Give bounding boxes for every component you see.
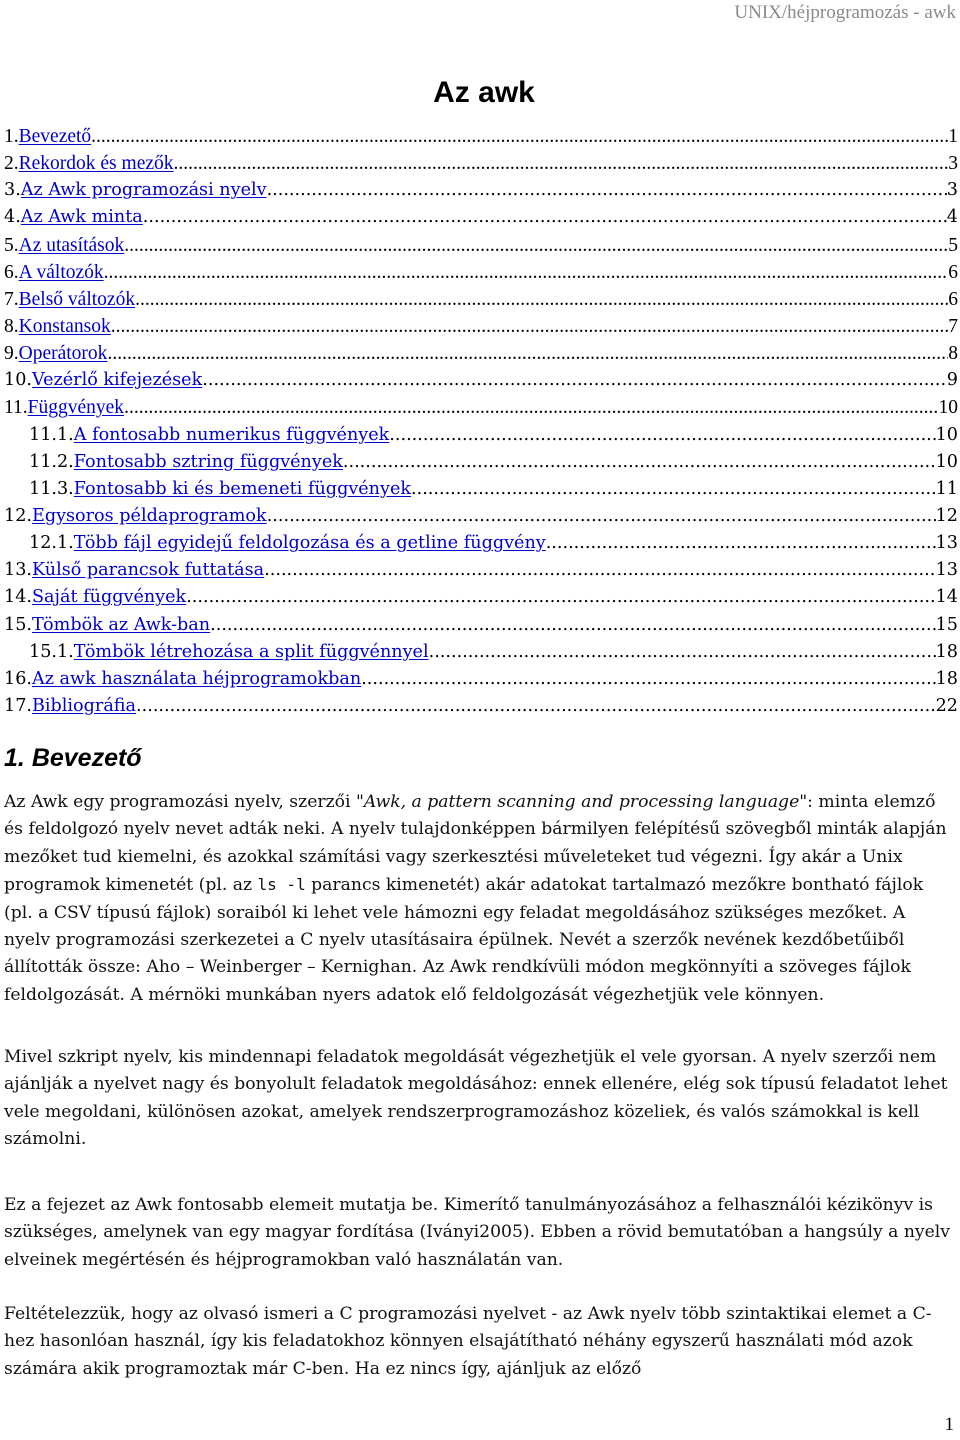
paragraph-text: Az Awk egy programozási nyelv, szerzői " (4, 792, 364, 812)
toc-leader (267, 503, 936, 530)
toc-page-number: 11 (935, 478, 958, 499)
toc-entry[interactable] (4, 340, 958, 367)
toc-entry[interactable] (4, 286, 958, 313)
toc-number: 9. (4, 343, 19, 365)
toc-leader (389, 422, 935, 449)
toc-entry[interactable] (4, 367, 958, 394)
toc-number: 3. (4, 180, 21, 201)
toc-number: 11.1. (29, 424, 74, 445)
toc-page-number: 18 (935, 668, 958, 689)
toc-link[interactable]: Több fájl egyidejű feldolgozása és a getline függvény (73, 533, 546, 554)
toc-link[interactable]: Bibliográfia (31, 695, 137, 716)
toc-link[interactable]: Az utasítások (18, 234, 125, 256)
toc-number: 13. (4, 560, 32, 581)
toc-link[interactable]: Az awk használata héjprogramokban (31, 668, 362, 689)
toc-page-number: 3 (948, 153, 958, 175)
toc-page-number: 5 (948, 234, 958, 256)
toc-leader (361, 666, 935, 693)
toc-leader (136, 693, 936, 720)
document-title: Az awk (433, 76, 535, 109)
toc-page-number: 10 (935, 451, 958, 472)
toc-number: 8. (4, 315, 19, 337)
toc-number: 11. (4, 397, 28, 419)
toc-link[interactable]: A fontosabb numerikus függvények (73, 424, 390, 445)
toc-leader (143, 204, 947, 231)
paragraph-text: parancs kimenetét) akár adatokat tartalmazó mezőkre bontható fájlok (pl. a CSV típusú fájlok) soraiból ki lehet vele hámozni egy feladat megoldásához szükséges mezőket. A nyelv programozási szerkezetei a C nyelv utasításaira épülnek. Nevét a szerzők nevének kezdőbetűiből állították össze: Aho – Weinberger – Kernighan. Az Awk rendkívüli módon megkönnyíti a szöveges fájlok feldolgozását. A mérnöki munkában nyers adatok elő feldolgozását végezhetjük vele könnyen. (4, 875, 924, 1005)
toc-subentry[interactable] (4, 476, 958, 503)
toc-number: 7. (4, 288, 19, 310)
toc-page-number: 10 (938, 397, 958, 419)
toc-link[interactable]: Vezérlő kifejezések (31, 370, 203, 391)
toc-leader (107, 340, 948, 367)
toc-subentry[interactable] (4, 530, 958, 557)
toc-link[interactable]: Függvények (27, 397, 125, 419)
toc-entry[interactable] (4, 584, 958, 611)
toc-number: 15. (4, 614, 32, 635)
toc-number: 1. (4, 126, 19, 147)
toc-link[interactable]: Operátorok (18, 343, 108, 365)
toc-page-number: 8 (948, 343, 958, 365)
toc-leader (343, 449, 936, 476)
section-number: 1. (4, 744, 25, 772)
toc-leader (429, 639, 936, 666)
toc-link[interactable]: Saját függvények (31, 587, 187, 608)
toc-link[interactable]: Konstansok (18, 315, 111, 337)
toc-link[interactable]: Rekordok és mezők (18, 153, 174, 175)
paragraph: Feltételezzük, hogy az olvasó ismeri a C programozási nyelvet - az Awk nyelv több szintaktikai elemet a C-hez hasonlóan használ, így kis feladatokhoz könnyen elsajátítható néhány egyszerű használati mód azok számára akik programoztak már C-ben. Ha ez nincs így, ajánljuk az előző (4, 1304, 932, 1379)
toc-page-number: 4 (946, 207, 958, 228)
toc-entry[interactable] (4, 204, 958, 231)
toc-page-number: 1 (948, 126, 958, 147)
toc-leader (104, 259, 949, 286)
toc-leader (264, 557, 935, 584)
paragraph-text: ": minta elemző és feldolgozó nyelv nevet adták neki. A nyelv tulajdonképpen bármilyen felépítésű szövegből minták alapján mezőket tud kiemelni, és azokkal számítási vagy szerkesztési műveleteket tud végezni. Így akár a Unix programok kimenetét (pl. az (4, 792, 947, 896)
toc-page-number: 13 (935, 560, 958, 581)
paragraph: Ez a fejezet az Awk fontosabb elemeit mutatja be. Kimerítő tanulmányozásához a felhasználói kézikönyv is szükséges, amelynek van egy magyar fordítása (Iványi2005). Ebben a rövid bemutatóban a hangsúly a nyelv elveinek megértésén és héjprogramokban való használatán van. (4, 1195, 951, 1270)
toc-leader (546, 530, 936, 557)
toc-leader (267, 177, 947, 204)
toc-entry[interactable] (4, 693, 958, 720)
toc-entry[interactable] (4, 177, 958, 204)
toc-leader (124, 232, 948, 259)
toc-leader (411, 476, 936, 503)
toc-link[interactable]: Egysoros példaprogramok (31, 505, 267, 526)
toc-page-number: 12 (935, 505, 958, 526)
toc-subentry[interactable] (4, 449, 958, 476)
toc-page-number: 22 (935, 695, 958, 716)
toc-link[interactable]: Fontosabb sztring függvények (73, 451, 343, 472)
toc-page-number: 13 (935, 533, 958, 554)
toc-leader (174, 150, 949, 177)
toc-number: 6. (4, 261, 19, 283)
page-number: 1 (944, 1414, 954, 1435)
intro-paragraph (4, 789, 956, 1009)
toc-number: 15.1. (29, 641, 74, 662)
toc-entry[interactable] (4, 123, 958, 150)
toc-link[interactable]: Fontosabb ki és bemeneti függvények (73, 478, 412, 499)
toc-entry[interactable] (4, 503, 958, 530)
toc-link[interactable]: Az Awk minta (20, 207, 143, 228)
toc-page-number: 15 (935, 614, 958, 635)
toc-link[interactable]: Tömbök létrehozása a split függvénnyel (73, 641, 429, 662)
toc-number: 11.3. (29, 478, 74, 499)
paragraph: Mivel szkript nyelv, kis mindennapi feladatok megoldását végezhetjük el vele gyorsan. A nyelv szerzői nem ajánlják a nyelvet nagy és bonyolult feladatok megoldásához: ennek ellenére, elég sok típusú feladatot lehet vele megoldani, különösen azokat, amelyek rendszerprogramozáshoz közeliek, és valós számokkal is kell számolni. (4, 1047, 948, 1150)
toc-entry[interactable] (4, 612, 958, 639)
toc-page-number: 14 (935, 587, 958, 608)
toc-number: 16. (4, 668, 32, 689)
toc-entry[interactable] (4, 150, 958, 177)
toc-leader (135, 286, 948, 313)
inline-code: ls -l (257, 875, 306, 895)
toc-link[interactable]: A változók (18, 261, 104, 283)
toc-entry[interactable] (4, 394, 958, 421)
toc-page-number: 6 (948, 288, 958, 310)
toc-leader (202, 367, 947, 394)
toc-leader (91, 123, 948, 150)
toc-link[interactable]: Bevezető (18, 126, 92, 147)
toc-number: 2. (4, 153, 19, 175)
toc-leader (111, 313, 949, 340)
toc-entry[interactable] (4, 259, 958, 286)
toc-number: 10. (4, 370, 32, 391)
toc-number: 12. (4, 505, 32, 526)
toc-page-number: 10 (935, 424, 958, 445)
table-of-contents (4, 123, 958, 720)
toc-page-number: 7 (948, 315, 958, 337)
section-title: Bevezető (31, 744, 142, 772)
toc-page-number: 18 (935, 641, 958, 662)
toc-number: 14. (4, 587, 32, 608)
toc-leader (210, 612, 935, 639)
toc-number: 4. (4, 207, 21, 228)
italic-quote: Awk, a pattern scanning and processing language (363, 792, 800, 812)
toc-entry[interactable] (4, 232, 958, 259)
toc-link[interactable]: Belső változók (18, 288, 136, 310)
toc-page-number: 6 (948, 261, 958, 283)
toc-entry[interactable] (4, 313, 958, 340)
toc-number: 5. (4, 234, 19, 256)
toc-leader (124, 394, 938, 421)
section-heading (4, 744, 142, 773)
toc-entry[interactable] (4, 666, 958, 693)
toc-page-number: 3 (946, 180, 958, 201)
toc-link[interactable]: Külső parancsok futtatása (31, 560, 265, 581)
toc-subentry[interactable] (4, 422, 958, 449)
toc-number: 17. (4, 695, 32, 716)
toc-page-number: 9 (946, 370, 958, 391)
toc-number: 11.2. (29, 451, 74, 472)
toc-entry[interactable] (4, 557, 958, 584)
toc-number: 12.1. (29, 533, 74, 554)
toc-subentry[interactable] (4, 639, 958, 666)
running-header: UNIX/héjprogramozás - awk (734, 2, 956, 23)
toc-link[interactable]: Tömbök az Awk-ban (31, 614, 211, 635)
toc-link[interactable]: Az Awk programozási nyelv (20, 180, 267, 201)
toc-leader (186, 584, 935, 611)
